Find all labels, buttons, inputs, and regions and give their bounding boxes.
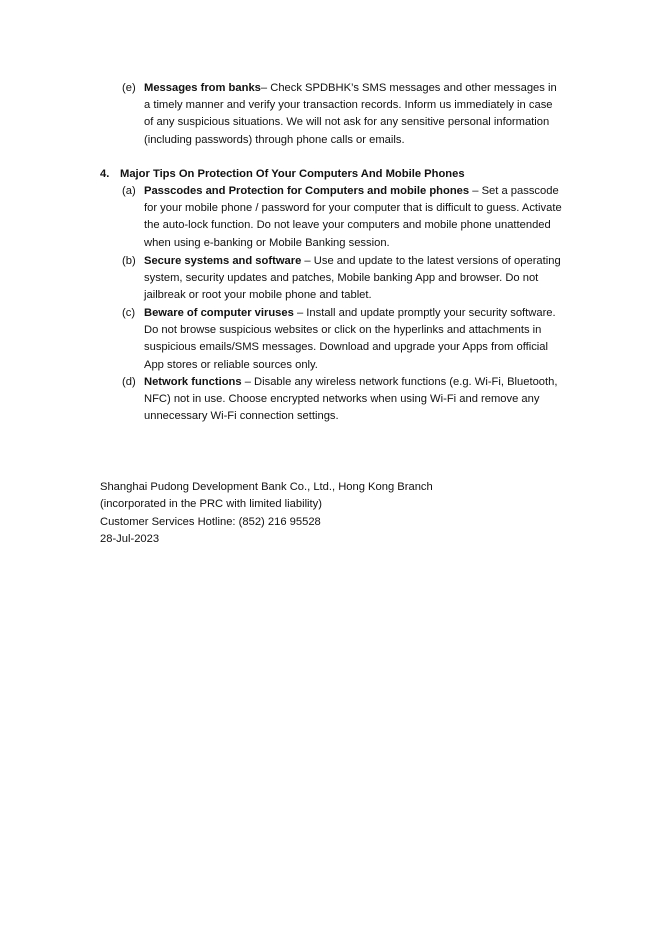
footer-block	[100, 479, 433, 549]
list-marker: (d)	[122, 376, 136, 388]
list-item-passcodes	[122, 183, 562, 252]
item-title: Network functions	[144, 376, 242, 388]
section-heading	[100, 166, 560, 183]
item-text: – Check SPDBHK’s SMS messages and other messages in a timely manner and verify your transaction records. Inform us immediately in case of any suspicious situations. We will not ask for any sensitive personal information (including passwords) through phone calls or emails.	[144, 82, 557, 146]
customer-hotline: Customer Services Hotline: (852) 216 95528	[100, 515, 321, 528]
list-marker: (c)	[122, 307, 136, 319]
list-item-network-functions	[122, 374, 562, 426]
item-text: – Use and update to the latest versions of operating system, security updates and patches, Mobile banking App and browser. Do not jailbreak or root your mobile phone and tablet.	[144, 255, 561, 302]
item-title: Beware of computer viruses	[144, 307, 294, 319]
section-title: Major Tips On Protection Of Your Computers And Mobile Phones	[120, 168, 465, 180]
list-item-secure-systems	[122, 253, 562, 305]
document-date: 28-Jul-2023	[100, 533, 160, 546]
list-item-computer-viruses	[122, 305, 562, 374]
incorporation-note: (incorporated in the PRC with limited liability)	[100, 498, 322, 511]
list-marker: (b)	[122, 255, 136, 267]
list-marker: (e)	[122, 82, 136, 94]
bank-name: Shanghai Pudong Development Bank Co., Ltd., Hong Kong Branch	[100, 481, 433, 493]
item-title: Secure systems and software	[144, 255, 302, 267]
list-item-messages-from-banks	[122, 80, 562, 149]
item-text: – Disable any wireless network functions (e.g. Wi-Fi, Bluetooth, NFC) not in use. Choose encrypted networks when using Wi-Fi and remove any unnecessary Wi-Fi connection settings.	[144, 376, 558, 423]
section-number: 4.	[100, 168, 110, 180]
list-marker: (a)	[122, 185, 136, 197]
item-text: – Install and update promptly your security software. Do not browse suspicious websites or click on the hyperlinks and attachments in suspicious emails/SMS messages. Download and upgrade your Apps from official App stores or reliable sources only.	[144, 307, 556, 371]
item-title: Passcodes and Protection for Computers and mobile phones	[144, 185, 470, 197]
item-title: Messages from banks	[144, 82, 261, 94]
item-text: – Set a passcode for your mobile phone / password for your computer that is difficult to guess. Activate the auto-lock function. Do not leave your computers and mobile phone unattended when using e-banking or Mobile Banking session.	[144, 185, 562, 249]
